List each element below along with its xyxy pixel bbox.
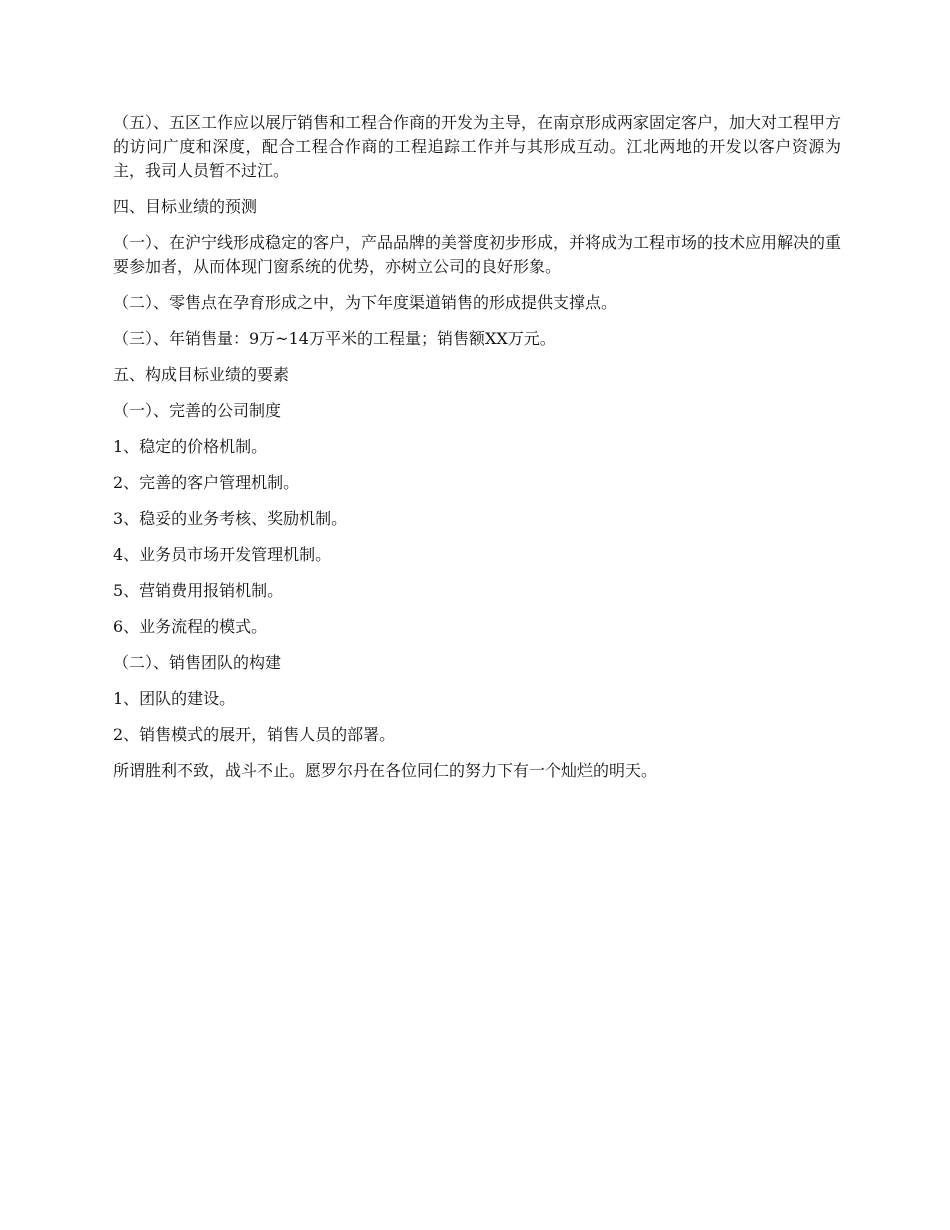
list-item-price-mechanism: 1、稳定的价格机制。 (113, 437, 268, 456)
list-item-market-development: 4、业务员市场开发管理机制。 (113, 545, 332, 564)
paragraph-forecast-two: （二）、零售点在孕育形成之中，为下年度渠道销售的形成提供支撑点。 (113, 293, 618, 312)
document-body (113, 111, 841, 795)
heading-target-performance-forecast: 四、目标业绩的预测 (113, 197, 258, 216)
list-item-expense-reimbursement: 5、营销费用报销机制。 (113, 581, 284, 600)
heading-performance-elements: 五、构成目标业绩的要素 (113, 365, 290, 384)
list-item-business-process: 6、业务流程的模式。 (113, 617, 268, 636)
list-item-customer-management: 2、完善的客户管理机制。 (113, 473, 300, 492)
paragraph-section-five-zone-five: （五）、五区工作应以展厅销售和工程合作商的开发为主导，在南京形成两家固定客户，加大对工程甲方的访问广度和深度，配合工程合作商的工程追踪工作并与其形成互动。江北两地的开发以客户资源为主，我司人员暂不过江。 (113, 113, 842, 180)
subheading-company-system: （一）、完善的公司制度 (113, 401, 282, 420)
paragraph-forecast-three: （三）、年销售量：9万~14万平米的工程量；销售额XX万元。 (113, 329, 556, 348)
subheading-sales-team: （二）、销售团队的构建 (113, 653, 282, 672)
list-item-assessment-reward: 3、稳妥的业务考核、奖励机制。 (113, 509, 348, 528)
paragraph-forecast-one: （一）、在沪宁线形成稳定的客户，产品品牌的美誉度初步形成，并将成为工程市场的技术应用解决的重要参加者，从而体现门窗系统的优势，亦树立公司的良好形象。 (113, 233, 842, 276)
closing-paragraph: 所谓胜利不致，战斗不止。愿罗尔丹在各位同仁的努力下有一个灿烂的明天。 (113, 761, 658, 780)
list-item-team-building: 1、团队的建设。 (113, 689, 236, 708)
list-item-sales-model: 2、销售模式的展开，销售人员的部署。 (113, 725, 396, 744)
